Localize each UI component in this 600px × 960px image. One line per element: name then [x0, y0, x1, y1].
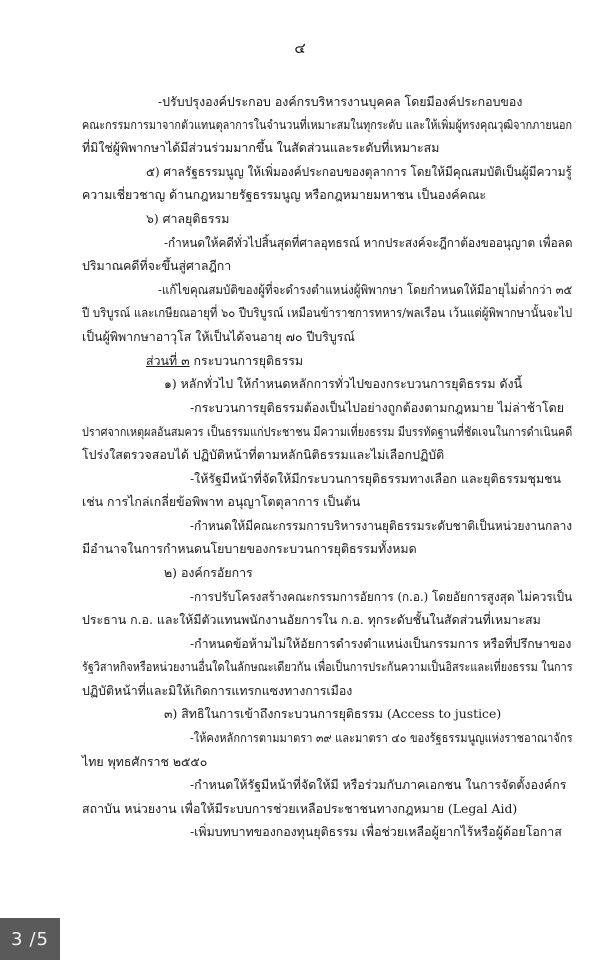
page-number: ๔	[294, 39, 306, 57]
text-line: -กำหนดให้คดีทั่วไปสิ้นสุดที่ศาลอุทธรณ์ หากประสงค์จะฎีกาต้องขออนุญาต เพื่อลด	[164, 235, 573, 250]
text-line: ๖) ศาลยุติธรรม	[146, 211, 230, 226]
section-heading-line	[146, 353, 303, 369]
text-line: ปราศจากเหตุผลอันสมควร เป็นธรรมแก่ประชาชน มีความเที่ยงธรรม มีบรรทัดฐานที่ชัดเจนในการดำเนินคดี	[82, 424, 573, 439]
text-line: โปร่งใสตรวจสอบได้ ปฏิบัติหน้าที่ตามหลักนิติธรรมและไม่เลือกปฏิบัติ	[82, 447, 445, 462]
text-line: คณะกรรมการมาจากตัวแทนตุลาการในจำนวนที่เหมาะสมในทุกระดับ และให้เพิ่มผู้ทรงคุณวุฒิจากภายนอก	[82, 117, 573, 132]
text-line: ๕) ศาลรัฐธรรมนูญ ให้เพิ่มองค์ประกอบของตุลาการ โดยให้มีคุณสมบัติเป็นผู้มีความรู้	[146, 164, 572, 179]
section-heading-title: กระบวนการยุติธรรม	[193, 353, 304, 368]
text-line: ปี บริบูรณ์ และเกษียณอายุที่ ๖๐ ปีบริบูรณ์ เหมือนข้าราชการทหาร/พลเรือน เว้นแต่ผู้พิพากษานั้นจะไป	[82, 305, 573, 320]
page-counter	[0, 918, 60, 960]
text-line: ๒) องค์กรอัยการ	[164, 565, 253, 580]
text-line: -แก้ไขคุณสมบัติของผู้ที่จะดำรงตำแหน่งผู้พิพากษา โดยกำหนดให้มีอายุไม่ต่ำกว่า ๓๕	[158, 282, 573, 297]
text-line: ความเชี่ยวชาญ ด้านกฎหมายรัฐธรรมนูญ หรือกฎหมายมหาชน เป็นองค์คณะ	[82, 187, 486, 202]
text-line: สถาบัน หน่วยงาน เพื่อให้มีระบบการช่วยเหลือประชาชนทางกฎหมาย (Legal Aid)	[82, 801, 518, 816]
text-line: ที่มิใช่ผู้พิพากษาได้มีส่วนร่วมมากขึ้น ในสัดส่วนและระดับที่เหมาะสม	[82, 140, 440, 155]
text-line: เป็นผู้พิพากษาอาวุโส ให้เป็นได้จนอายุ ๗๐ ปีบริบูรณ์	[82, 329, 355, 344]
text-line: -กำหนดให้มีคณะกรรมการบริหารงานยุติธรรมระดับชาติเป็นหน่วยงานกลาง	[190, 518, 573, 533]
text-line: -การปรับโครงสร้างคณะกรรมการอัยการ (ก.อ.) โดยอัยการสูงสุด ไม่ควรเป็น	[190, 589, 573, 604]
text-line: ๑) หลักทั่วไป ให้กำหนดหลักการทั่วไปของกระบวนการยุติธรรม ดังนี้	[164, 376, 523, 391]
text-line: -ปรับปรุงองค์ประกอบ องค์กรบริหารงานบุคคล โดยมีองค์ประกอบของ	[158, 94, 523, 109]
text-line: -ให้คงหลักการตามมาตรา ๓๙ และมาตรา ๔๐ ของรัฐธรรมนูญแห่งราชอาณาจักร	[190, 730, 573, 745]
text-line: ๓) สิทธิในการเข้าถึงกระบวนการยุติธรรม (Access to justice)	[164, 706, 502, 721]
text-line: ประธาน ก.อ. และให้มีตัวแทนพนักงานอัยการใน ก.อ. ทุกระดับชั้นในสัดส่วนที่เหมาะสม	[82, 612, 541, 627]
text-line: ไทย พุทธศักราช ๒๕๕๐	[82, 754, 208, 769]
text-line: -ให้รัฐมีหน้าที่จัดให้มีกระบวนการยุติธรรมทางเลือก และยุติธรรมชุมชน	[190, 471, 562, 486]
text-line: มีอำนาจในการกำหนดนโยบายของกระบวนการยุติธรรมทั้งหมด	[82, 541, 417, 556]
page-counter-current: 3	[11, 928, 24, 950]
text-line: -กำหนดให้รัฐมีหน้าที่จัดให้มี หรือร่วมกับภาคเอกชน ในการจัดตั้งองค์กร	[190, 777, 567, 792]
text-line: ปริมาณคดีที่จะขึ้นสู่ศาลฎีกา	[82, 258, 232, 273]
text-line: -เพิ่มบทบาทของกองทุนยุติธรรม เพื่อช่วยเหลือผู้ยากไร้หรือผู้ด้อยโอกาส	[190, 824, 562, 839]
text-line: รัฐวิสาหกิจหรือหน่วยงานอื่นใดในลักษณะเดียวกัน เพื่อเป็นการประกันความเป็นอิสระและเที่ยงธรรม ในการ	[82, 659, 573, 674]
text-line: -กระบวนการยุติธรรมต้องเป็นไปอย่างถูกต้องตามกฎหมาย ไม่ล่าช้าโดย	[190, 400, 564, 415]
section-heading: ส่วนที่ ๓	[146, 353, 190, 368]
page-counter-total: /5	[29, 928, 49, 950]
text-line: -กำหนดข้อห้ามไม่ให้อัยการดำรงตำแหน่งเป็นกรรมการ หรือที่ปรึกษาของ	[190, 636, 572, 651]
text-line: ปฏิบัติหน้าที่และมิให้เกิดการแทรกแซงทางการเมือง	[82, 683, 353, 698]
text-line: เช่น การไกล่เกลี่ยข้อพิพาท อนุญาโตตุลาการ เป็นต้น	[82, 494, 361, 509]
